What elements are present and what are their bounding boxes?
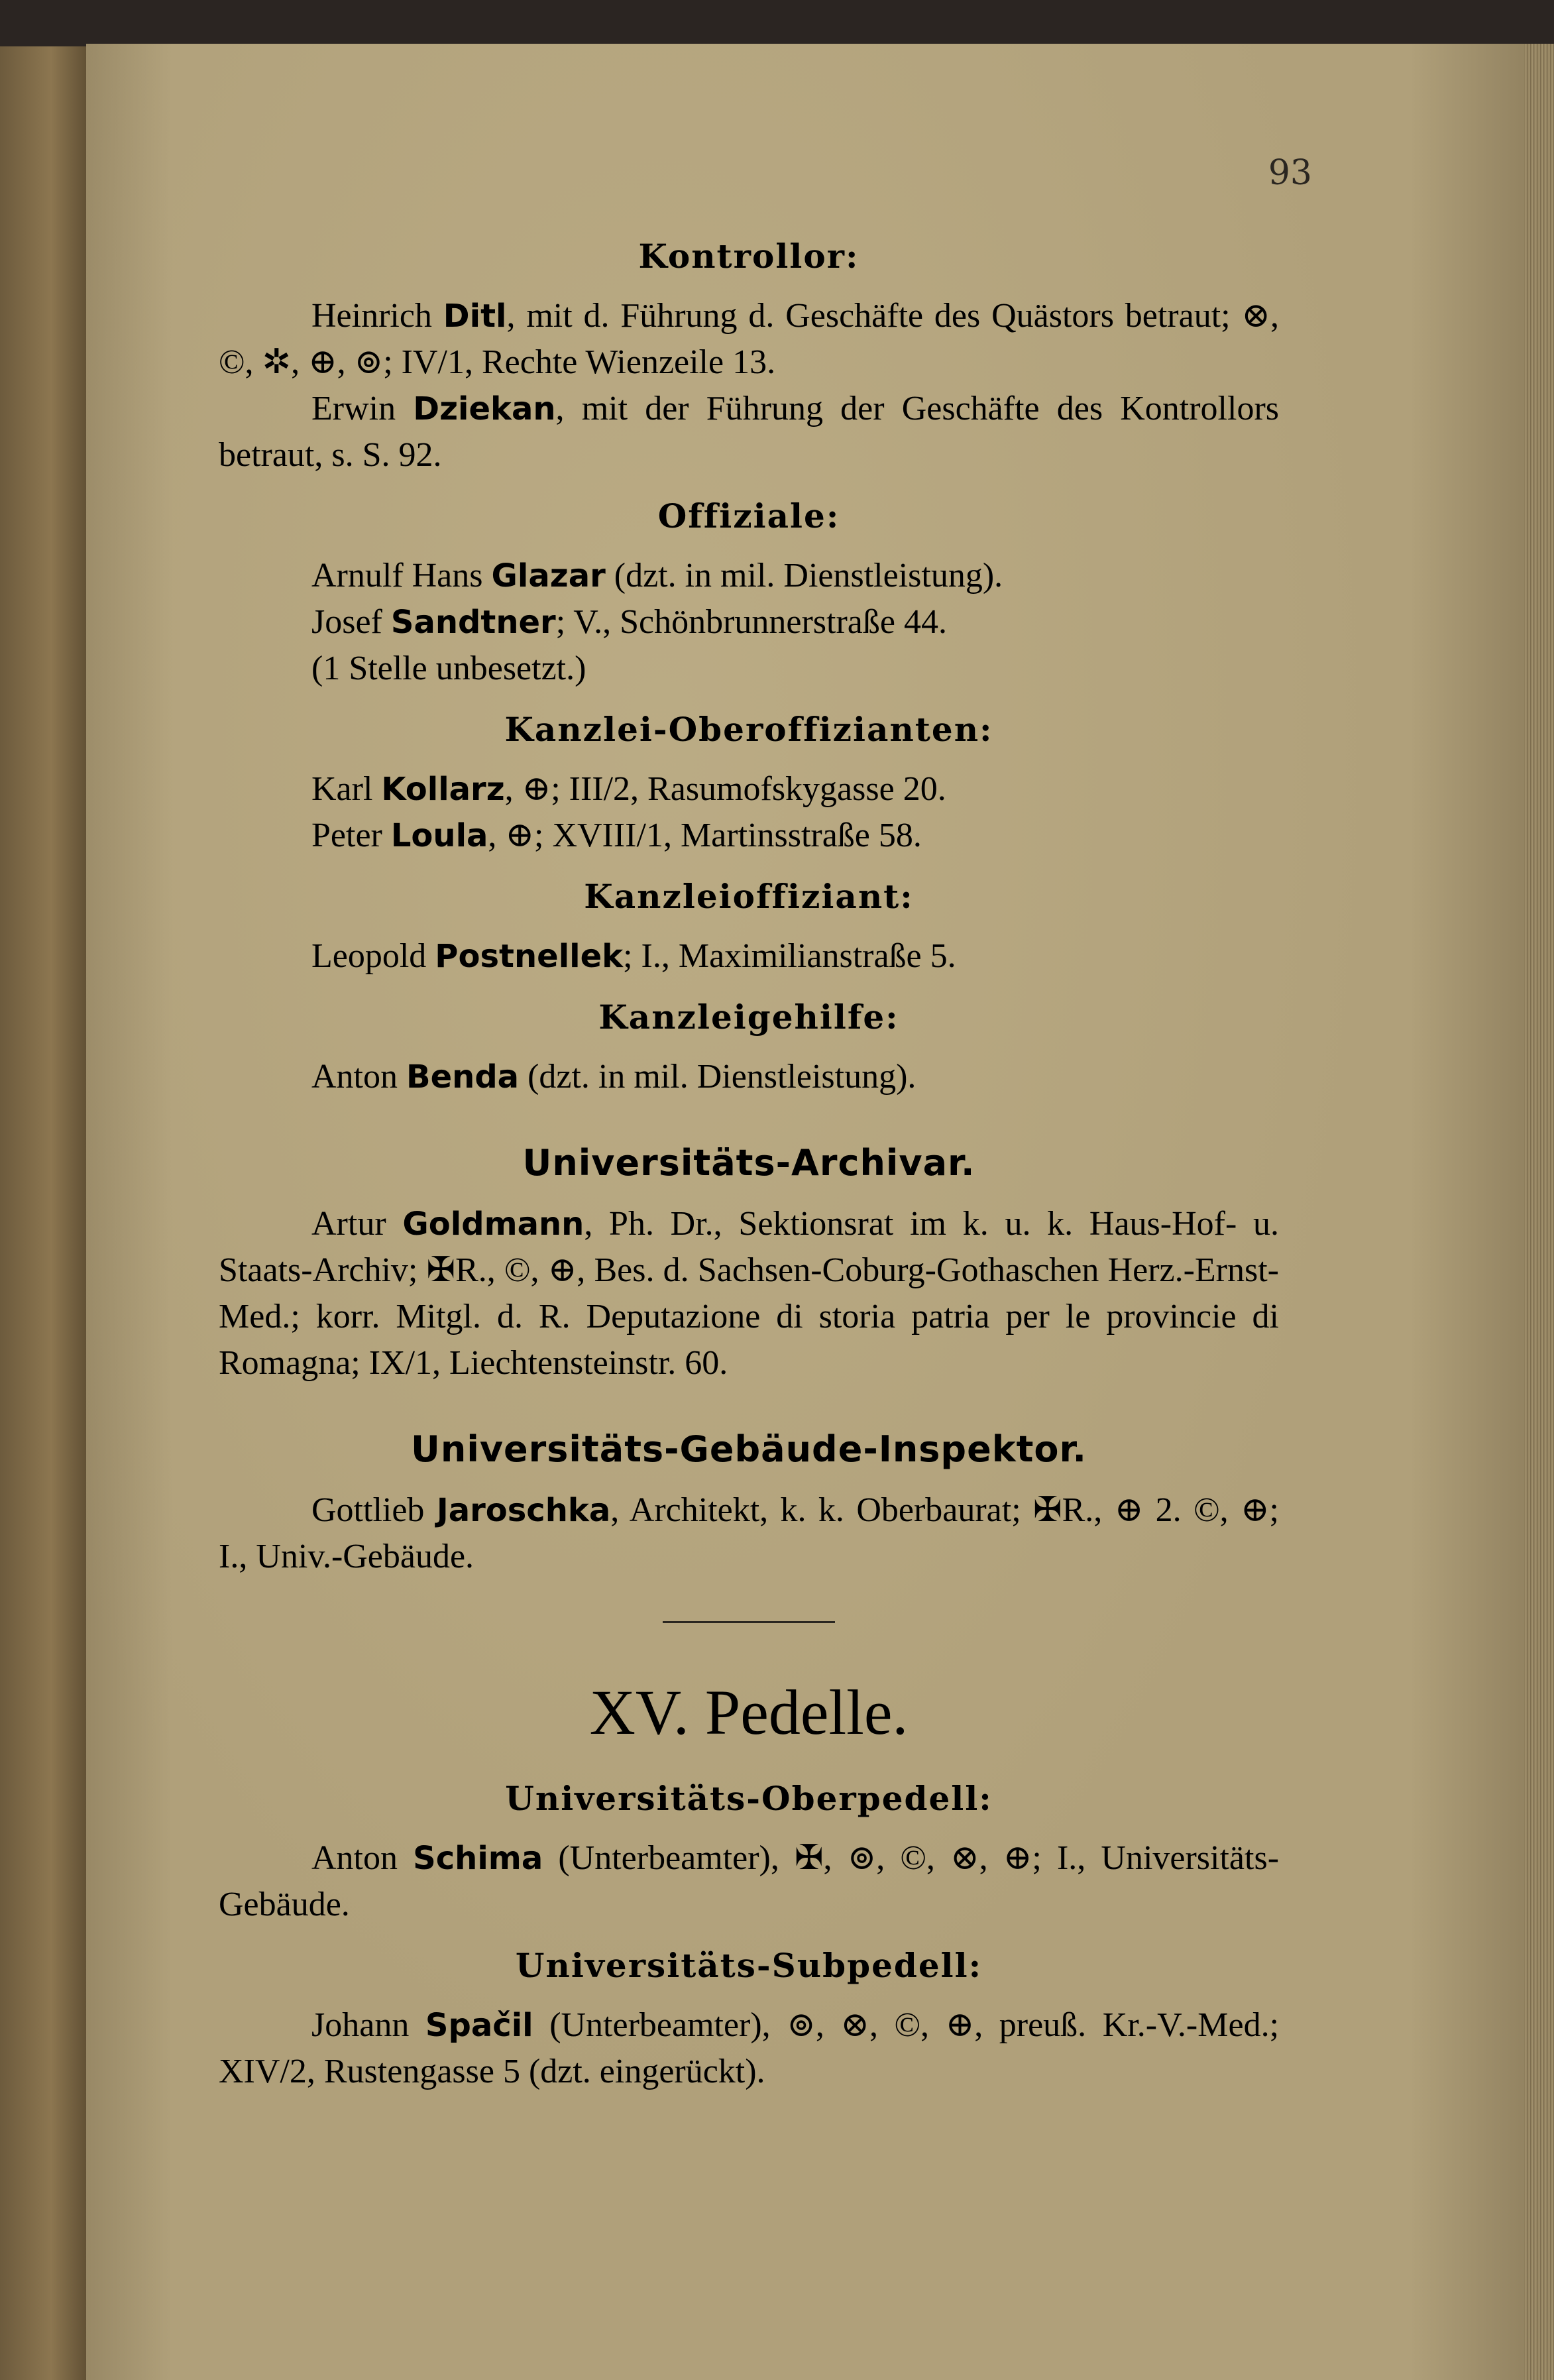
entry-details: , mit der Führung der Geschäfte des Kontrollors betraut, s. S. 92.: [219, 390, 1280, 474]
heading-oberoffizianten: Kanzlei-Oberoffizianten:: [504, 710, 993, 749]
entry-details: (dzt. in mil. Dienstleistung).: [519, 1058, 916, 1096]
heading-kontrollor: Kontrollor:: [638, 237, 860, 276]
entry-first-name: Artur: [311, 1205, 386, 1243]
entry: [219, 813, 1279, 859]
entry-first-name: Gottlieb: [311, 1491, 425, 1529]
page-content: [219, 219, 1279, 2095]
entry-details: (dzt. in mil. Dienstleistung).: [605, 557, 1003, 595]
heading-subpedell: Universitäts-Subpedell:: [515, 1946, 983, 1985]
entry-details: (1 Stelle unbesetzt.): [311, 650, 586, 687]
heading-offiziale: Offiziale:: [657, 496, 840, 536]
entry-surname: Dziekan: [413, 390, 556, 427]
entry: [219, 599, 1279, 646]
entry-first-name: Arnulf Hans: [311, 557, 483, 595]
entry-surname: Schima: [413, 1840, 543, 1877]
heading-offiziant: Kanzleioffiziant:: [584, 877, 914, 916]
entry-first-name: Leopold: [311, 937, 427, 975]
entry-details: , mit d. Führung d. Geschäfte des Quästors betraut; ⊗, ©, ✲, ⊕, ⊚; IV/1, Rechte Wienzeile 13.: [219, 297, 1280, 381]
entry-details: , Ph. Dr., Sektionsrat im k. u. k. Haus-Hof- u. Staats-Archiv; ✠R., ©, ⊕, Bes. d. Sachsen-Coburg-Gothaschen Herz.-Ernst-Med.; korr. Mitgl. d. R. Deputazione di storia patria per le provincie di Romagna; IX/1, Liechtensteinstr. 60.: [219, 1205, 1279, 1382]
entry-details: (Unterbeamter), ✠, ⊚, ©, ⊗, ⊕; I., Universitäts-Gebäude.: [219, 1839, 1280, 1923]
entry-details: , ⊕; XVIII/1, Martinsstraße 58.: [488, 817, 922, 854]
entry-first-name: Erwin: [311, 390, 396, 427]
entry-surname: Goldmann: [402, 1206, 584, 1243]
entry-surname: Spačil: [425, 2007, 533, 2044]
entry: [219, 1201, 1279, 1387]
entry: [219, 1054, 1279, 1100]
entry-surname: Ditl: [443, 298, 507, 335]
entry: [219, 386, 1279, 479]
entry: [219, 933, 1279, 980]
entry-surname: Postnellek: [435, 938, 624, 975]
entry-details: , Architekt, k. k. Oberbaurat; ✠R., ⊕ 2. ©, ⊕; I., Univ.-Gebäude.: [219, 1491, 1280, 1575]
entry-surname: Loula: [390, 817, 488, 854]
entry: [219, 2002, 1279, 2095]
entry-first-name: Heinrich: [311, 297, 432, 335]
entry-first-name: Johann: [311, 2006, 410, 2044]
entry-surname: Kollarz: [381, 771, 505, 808]
heading-archivar: Universitäts-Archivar.: [522, 1142, 975, 1184]
entry: [219, 293, 1279, 386]
left-page-edge: [0, 46, 93, 2380]
entry-note: [219, 646, 1279, 692]
divider-rule: [663, 1621, 835, 1623]
entry: [219, 1487, 1279, 1580]
entry-first-name: Karl: [311, 770, 373, 808]
entry-first-name: Peter: [311, 817, 382, 854]
page-number: 93: [1268, 153, 1312, 193]
heading-inspektor: Universitäts-Gebäude-Inspektor.: [411, 1428, 1087, 1470]
entry-surname: Sandtner: [390, 604, 556, 641]
entry-first-name: Josef: [311, 603, 382, 641]
entry-surname: Benda: [406, 1058, 520, 1096]
entry: [219, 766, 1279, 813]
heading-oberpedell: Universitäts-Oberpedell:: [505, 1779, 993, 1818]
entry-surname: Jaroschka: [436, 1492, 611, 1529]
page-stack-edge: [1524, 44, 1554, 2380]
entry-first-name: Anton: [311, 1058, 398, 1096]
entry: [219, 553, 1279, 599]
entry-first-name: Anton: [311, 1839, 398, 1877]
entry-surname: Glazar: [491, 557, 606, 595]
heading-gehilfe: Kanzleigehilfe:: [598, 997, 899, 1037]
chapter-title: XV. Pedelle.: [589, 1677, 909, 1748]
entry-details: ; I., Maximilianstraße 5.: [623, 937, 956, 975]
entry: [219, 1835, 1279, 1928]
entry-details: ; V., Schönbrunnerstraße 44.: [555, 603, 947, 641]
entry-details: (Unterbeamter), ⊚, ⊗, ©, ⊕, preuß. Kr.-V.-Med.; XIV/2, Rustengasse 5 (dzt. eingerückt).: [219, 2006, 1280, 2090]
entry-details: , ⊕; III/2, Rasumofskygasse 20.: [504, 770, 946, 808]
